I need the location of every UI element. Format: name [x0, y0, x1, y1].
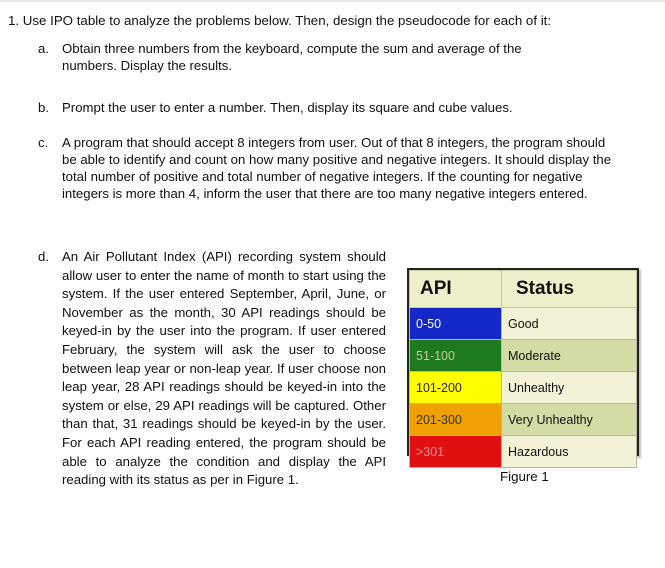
api-table-row: [410, 372, 637, 404]
item-c: [38, 134, 614, 202]
item-d-text: An Air Pollutant Index (API) recording system should allow user to enter the name of month to start using the system. If the user entered September, April, June, or November as the month, 30 API readings should be keyed-in by the user into the program. If user entered February, the system will ask the user to choose between leap year or non-leap year. If user choose non leap year, 28 API readings should be keyed-in into the system or else, 29 API readings will be captured. Other than that, 31 readings should be keyed-in by the user. For each API reading entered, the program should be able to analyze the condition and display the API reading with its status as per in Figure 1.: [62, 249, 386, 488]
api-range-cell: 101-200: [410, 372, 502, 404]
api-table-row: [410, 340, 637, 372]
api-range-cell: 51-100: [410, 340, 502, 372]
item-b-letter: b.: [38, 100, 49, 115]
api-header: API: [410, 271, 502, 308]
api-table-header-row: [410, 271, 637, 308]
api-range-cell: 0-50: [410, 308, 502, 340]
item-c-text: A program that should accept 8 integers from user. Out of that 8 integers, the program should be able to identify and count on how many positive and negative integers. It should display the total number of positive and total number of negative integers. If the counting for negative integers is more than 4, inform the user that there are too many negative integers entered.: [62, 135, 612, 201]
question-title: 1. Use IPO table to analyze the problems below. Then, design the pseudocode for each of it:: [8, 13, 552, 28]
item-c-letter: c.: [38, 135, 49, 150]
api-table-row: [410, 404, 637, 436]
item-d-letter: d.: [38, 249, 49, 264]
status-header: Status: [502, 271, 637, 308]
item-b: [38, 99, 618, 116]
api-status-cell: Good: [502, 308, 637, 340]
item-a-text: Obtain three numbers from the keyboard, compute the sum and average of the numbers. Display the results.: [62, 41, 522, 73]
api-status-cell: Hazardous: [502, 436, 637, 468]
figure-caption: Figure 1: [500, 469, 549, 484]
top-divider: [0, 0, 665, 2]
api-status-cell: Very Unhealthy: [502, 404, 637, 436]
api-table-row: [410, 308, 637, 340]
api-status-cell: Unhealthy: [502, 372, 637, 404]
item-a: [38, 40, 578, 74]
api-table-row: [410, 436, 637, 468]
item-a-letter: a.: [38, 41, 49, 56]
api-status-cell: Moderate: [502, 340, 637, 372]
api-range-cell: >301: [410, 436, 502, 468]
item-d: [38, 248, 386, 490]
api-status-table: [407, 268, 639, 459]
item-b-text: Prompt the user to enter a number. Then, display its square and cube values.: [62, 100, 513, 115]
api-range-cell: 201-300: [410, 404, 502, 436]
